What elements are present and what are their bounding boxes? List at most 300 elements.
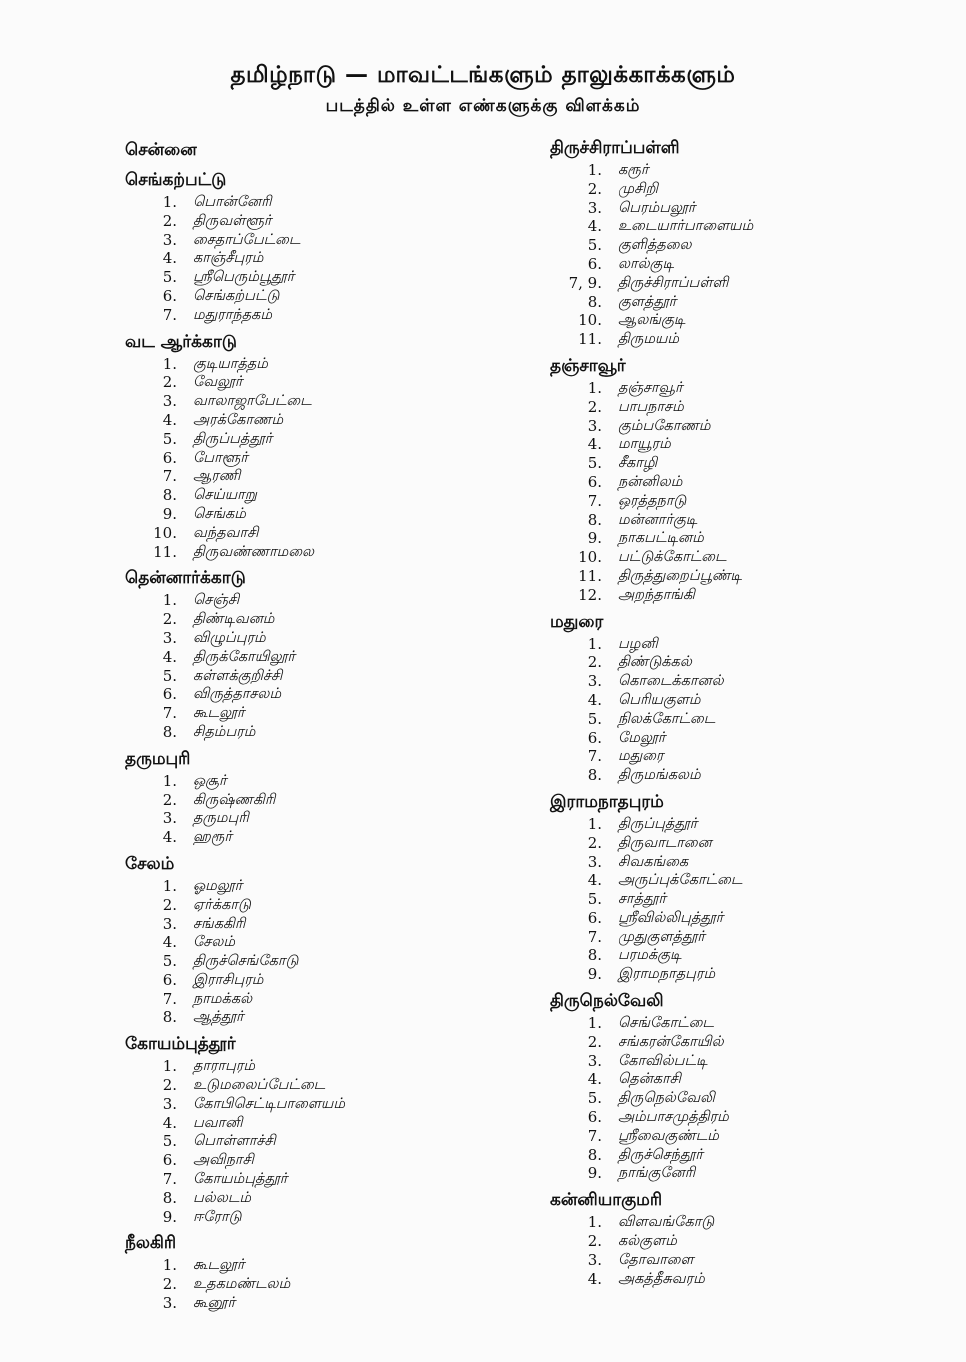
taluk-number: 4.: [162, 933, 177, 952]
taluk-name: மன்னார்குடி: [618, 511, 698, 528]
taluk-item: [125, 373, 525, 392]
taluk-item: [125, 449, 525, 468]
taluk-name: திண்டுக்கல்: [618, 654, 692, 671]
taluk-item: [125, 355, 525, 374]
taluk-name: சேலம்: [193, 934, 236, 951]
taluk-name: திருமயம்: [618, 331, 680, 348]
taluk-number: 6.: [162, 1151, 177, 1170]
taluk-name: தென்காசி: [618, 1071, 681, 1088]
taluk-name: சாத்தூர்: [618, 891, 666, 908]
taluk-number: 5.: [587, 1089, 602, 1108]
taluk-number: 9.: [162, 504, 177, 523]
taluk-item: [550, 691, 930, 710]
taluk-name: கூனூர்: [193, 1295, 236, 1312]
taluk-name: திருமங்கலம்: [618, 767, 701, 784]
taluk-name: ஒரத்தநாடு: [618, 492, 687, 509]
taluk-item: [550, 1232, 930, 1251]
taluk-item: [125, 990, 525, 1009]
taluk-number: 6.: [162, 970, 177, 989]
taluk-number: 5.: [162, 952, 177, 971]
taluk-item: [550, 1052, 930, 1071]
taluk-number: 11.: [578, 330, 602, 349]
taluk-name: ஏர்க்காடு: [193, 896, 251, 913]
taluk-number: 3.: [587, 852, 602, 871]
taluk-name: சிதம்பரம்: [193, 723, 256, 740]
taluk-name: அவிநாசி: [193, 1152, 254, 1169]
taluk-item: [550, 834, 930, 853]
taluk-number: 7, 9.: [568, 273, 602, 292]
taluk-number: 6.: [587, 728, 602, 747]
taluk-name: முதுகுளத்தூர்: [618, 928, 705, 945]
taluk-item: [125, 648, 525, 667]
taluk-number: 4.: [162, 249, 177, 268]
taluk-name: திருச்செங்கோடு: [193, 953, 299, 970]
taluk-number: 9.: [587, 965, 602, 984]
taluk-item: [550, 766, 930, 785]
taluk-name: காஞ்சீபுரம்: [193, 250, 264, 267]
taluk-item: [125, 933, 525, 952]
taluk-name: ஆரணி: [193, 468, 241, 485]
taluk-number: 4.: [162, 647, 177, 666]
taluk-number: 3.: [587, 1051, 602, 1070]
taluk-list: [125, 772, 525, 847]
taluk-name: நிலக்கோட்டை: [618, 710, 716, 727]
taluk-name: மேலூர்: [618, 729, 666, 746]
taluk-item: [125, 1170, 525, 1189]
taluk-name: அகத்தீசுவரம்: [618, 1270, 705, 1287]
taluk-number: 3.: [162, 809, 177, 828]
taluk-item: [125, 971, 525, 990]
taluk-item: [125, 268, 525, 287]
taluk-name: கோவில்பட்டி: [618, 1052, 708, 1069]
taluk-list: [125, 877, 525, 1027]
taluk-item: [125, 1114, 525, 1133]
district-heading: செங்கற்பட்டு: [125, 170, 227, 190]
taluk-item: [550, 586, 930, 605]
district-heading: வட ஆர்க்காடு: [125, 331, 237, 352]
taluk-name: கோபிசெட்டிபாளையம்: [193, 1095, 346, 1112]
taluk-number: 9.: [587, 529, 602, 548]
taluk-item: [550, 473, 930, 492]
taluk-item: [550, 293, 930, 312]
taluk-number: 1.: [162, 1256, 177, 1275]
taluk-item: [550, 729, 930, 748]
taluk-number: 2.: [162, 790, 177, 809]
taluk-number: 8.: [587, 766, 602, 785]
taluk-item: [125, 524, 525, 543]
taluk-name: ஆத்தூர்: [193, 1009, 244, 1026]
taluk-name: வந்தவாசி: [193, 524, 259, 541]
taluk-item: [125, 791, 525, 810]
taluk-item: [125, 249, 525, 268]
taluk-name: குடியாத்தம்: [193, 355, 268, 372]
taluk-item: [125, 772, 525, 791]
taluk-item: [550, 672, 930, 691]
taluk-number: 4.: [162, 410, 177, 429]
taluk-number: 1.: [162, 771, 177, 790]
taluk-item: [550, 909, 930, 928]
taluk-number: 4.: [162, 1113, 177, 1132]
taluk-number: 4.: [587, 871, 602, 890]
taluk-item: [125, 1208, 525, 1227]
taluk-item: [125, 1256, 525, 1275]
taluk-name: மதுராந்தகம்: [193, 306, 272, 323]
taluk-name: தாராபுரம்: [193, 1058, 256, 1075]
taluk-item: [550, 454, 930, 473]
taluk-name: திருத்துறைப்பூண்டி: [618, 567, 742, 584]
taluk-name: வாலாஜாபேட்டை: [193, 393, 312, 410]
taluk-item: [125, 287, 525, 306]
taluk-item: [550, 1014, 930, 1033]
taluk-name: கிருஷ்ணகிரி: [193, 791, 276, 808]
taluk-name: நன்னிலம்: [618, 473, 683, 490]
taluk-number: 1.: [587, 1213, 602, 1232]
taluk-item: [550, 815, 930, 834]
taluk-name: உடையார்பாளையம்: [618, 218, 754, 235]
taluk-number: 8.: [587, 946, 602, 965]
taluk-name: லால்குடி: [618, 255, 674, 272]
district-heading: நீலகிரி: [125, 1233, 177, 1254]
taluk-number: 3.: [587, 198, 602, 217]
taluk-number: 12.: [578, 585, 602, 604]
taluk-number: 7.: [162, 467, 177, 486]
taluk-item: [550, 946, 930, 965]
taluk-item: [125, 704, 525, 723]
taluk-name: நாங்குனேரி: [618, 1165, 696, 1182]
taluk-number: 2.: [587, 833, 602, 852]
taluk-number: 7.: [162, 1170, 177, 1189]
taluk-number: 2.: [587, 1032, 602, 1051]
taluk-number: 6.: [162, 286, 177, 305]
taluk-item: [125, 1008, 525, 1027]
taluk-name: உதகமண்டலம்: [193, 1276, 291, 1293]
taluk-number: 5.: [587, 454, 602, 473]
taluk-number: 7.: [587, 747, 602, 766]
district-heading: திருச்சிராப்பள்ளி: [550, 138, 680, 158]
taluk-number: 3.: [587, 672, 602, 691]
taluk-list: [125, 591, 525, 741]
taluk-name: உடுமலைப்பேட்டை: [193, 1077, 326, 1094]
taluk-number: 6.: [162, 685, 177, 704]
taluk-name: ஸ்ரீபெரும்பூதூர்: [193, 269, 295, 286]
taluk-name: பாபநாசம்: [618, 398, 684, 415]
taluk-name: செங்கற்பட்டு: [193, 287, 280, 304]
taluk-item: [125, 212, 525, 231]
taluk-item: [125, 392, 525, 411]
taluk-item: [125, 1294, 525, 1313]
taluk-list: [550, 1014, 930, 1183]
taluk-name: ஸ்ரீவில்லிபுத்தூர்: [618, 909, 724, 926]
taluk-name: பழனி: [618, 635, 658, 652]
taluk-item: [550, 255, 930, 274]
taluk-item: [125, 896, 525, 915]
taluk-name: சீகாழி: [618, 455, 658, 472]
taluk-number: 2.: [162, 1076, 177, 1095]
taluk-item: [550, 567, 930, 586]
taluk-item: [550, 161, 930, 180]
taluk-number: 10.: [578, 311, 602, 330]
taluk-name: ஈரோடு: [193, 1208, 242, 1225]
taluk-name: பவானி: [193, 1114, 243, 1131]
taluk-item: [550, 635, 930, 654]
taluk-number: 8.: [587, 1145, 602, 1164]
taluk-list: [550, 161, 930, 349]
taluk-name: அம்பாசமுத்திரம்: [618, 1109, 729, 1126]
taluk-number: 1.: [587, 814, 602, 833]
taluk-item: [550, 379, 930, 398]
taluk-item: [125, 1095, 525, 1114]
taluk-item: [550, 548, 930, 567]
taluk-item: [125, 543, 525, 562]
taluk-number: 2.: [162, 211, 177, 230]
taluk-item: [550, 529, 930, 548]
taluk-item: [550, 1127, 930, 1146]
taluk-name: கொடைக்கானல்: [618, 673, 724, 690]
taluk-name: வேலூர்: [193, 374, 243, 391]
left-column: [125, 133, 525, 1317]
taluk-name: செங்கம்: [193, 505, 246, 522]
taluk-name: திருவள்ளூர்: [193, 212, 272, 229]
taluk-item: [125, 505, 525, 524]
taluk-item: [550, 965, 930, 984]
taluk-item: [125, 1057, 525, 1076]
taluk-name: தஞ்சாவூர்: [618, 379, 683, 396]
taluk-item: [125, 1275, 525, 1294]
taluk-number: 1.: [587, 1014, 602, 1033]
taluk-item: [550, 217, 930, 236]
taluk-name: சைதாப்பேட்டை: [193, 231, 301, 248]
taluk-item: [550, 398, 930, 417]
taluk-name: திருப்பத்தூர்: [193, 430, 273, 447]
taluk-name: கள்ளக்குறிச்சி: [193, 667, 283, 684]
taluk-item: [550, 274, 930, 293]
district-heading: தஞ்சாவூர்: [550, 355, 626, 376]
taluk-name: தருமபுரி: [193, 810, 249, 827]
taluk-number: 6.: [587, 472, 602, 491]
taluk-number: 6.: [587, 254, 602, 273]
taluk-name: ஆலங்குடி: [618, 312, 686, 329]
taluk-item: [550, 871, 930, 890]
taluk-item: [550, 1070, 930, 1089]
taluk-name: மாயூரம்: [618, 436, 671, 453]
taluk-name: தோவாளை: [618, 1251, 694, 1268]
taluk-number: 4.: [587, 690, 602, 709]
taluk-item: [550, 330, 930, 349]
taluk-name: விளவங்கோடு: [618, 1214, 715, 1231]
taluk-name: இராசிபுரம்: [193, 971, 264, 988]
taluk-item: [550, 853, 930, 872]
taluk-number: 8.: [587, 292, 602, 311]
taluk-name: பொன்னேரி: [193, 194, 272, 210]
taluk-item: [125, 915, 525, 934]
right-column: [550, 131, 930, 1292]
taluk-number: 1.: [587, 161, 602, 179]
taluk-number: 3.: [162, 914, 177, 933]
taluk-number: 2.: [162, 373, 177, 392]
district-heading: கன்னியாகுமரி: [550, 1190, 663, 1211]
taluk-item: [550, 492, 930, 511]
taluk-item: [125, 685, 525, 704]
taluk-number: 7.: [162, 305, 177, 324]
taluk-item: [125, 467, 525, 486]
taluk-name: ஒசூர்: [193, 772, 227, 789]
taluk-name: அரக்கோணம்: [193, 411, 284, 428]
taluk-number: 4.: [587, 435, 602, 454]
taluk-list: [550, 379, 930, 605]
taluk-item: [125, 1132, 525, 1151]
taluk-number: 3.: [587, 1250, 602, 1269]
taluk-list: [125, 355, 525, 562]
district-heading: தருமபுரி: [125, 748, 191, 769]
taluk-name: செய்யாறு: [193, 487, 257, 504]
taluk-name: சிவகங்கை: [618, 853, 689, 870]
taluk-number: 2.: [162, 895, 177, 914]
taluk-name: திருச்சிராப்பள்ளி: [618, 274, 729, 291]
taluk-item: [550, 653, 930, 672]
taluk-item: [550, 311, 930, 330]
taluk-number: 6.: [587, 908, 602, 927]
taluk-item: [550, 417, 930, 436]
taluk-name: கூடலூர்: [193, 705, 245, 722]
taluk-number: 10.: [153, 523, 177, 542]
district-heading: மதுரை: [550, 611, 604, 632]
taluk-name: திருவண்ணாமலை: [193, 543, 315, 560]
taluk-number: 7.: [587, 491, 602, 510]
district-heading: சென்னை: [125, 140, 197, 160]
taluk-name: விருத்தாசலம்: [193, 686, 282, 703]
taluk-item: [550, 747, 930, 766]
taluk-item: [550, 435, 930, 454]
taluk-number: 1.: [162, 1057, 177, 1076]
taluk-number: 5.: [587, 709, 602, 728]
taluk-item: [125, 610, 525, 629]
taluk-item: [125, 231, 525, 250]
taluk-name: திருக்கோயிலூர்: [193, 648, 295, 665]
taluk-number: 2.: [587, 179, 602, 198]
taluk-number: 5.: [587, 890, 602, 909]
taluk-number: 5.: [162, 268, 177, 287]
taluk-number: 6.: [162, 448, 177, 467]
taluk-number: 3.: [162, 628, 177, 647]
taluk-name: இராமநாதபுரம்: [618, 966, 716, 983]
taluk-number: 3.: [587, 416, 602, 435]
taluk-number: 3.: [162, 1294, 177, 1313]
taluk-item: [125, 486, 525, 505]
taluk-number: 3.: [162, 1094, 177, 1113]
taluk-number: 2.: [162, 1275, 177, 1294]
taluk-name: பெரம்பலூர்: [618, 199, 696, 216]
taluk-item: [125, 193, 525, 212]
taluk-name: திருவாடானை: [618, 834, 712, 851]
taluk-number: 4.: [162, 828, 177, 847]
taluk-item: [125, 828, 525, 847]
taluk-number: 11.: [578, 566, 602, 585]
taluk-number: 8.: [162, 1008, 177, 1027]
taluk-number: 5.: [587, 236, 602, 255]
taluk-number: 3.: [162, 230, 177, 249]
taluk-name: சங்கரன்கோயில்: [618, 1033, 724, 1050]
taluk-name: கல்குளம்: [618, 1233, 677, 1250]
taluk-name: கரூர்: [618, 162, 649, 178]
taluk-name: திண்டிவனம்: [193, 611, 275, 628]
taluk-item: [125, 723, 525, 742]
taluk-number: 7.: [162, 989, 177, 1008]
taluk-number: 5.: [162, 1132, 177, 1151]
taluk-name: ஹரூர்: [193, 829, 232, 846]
taluk-name: சங்ககிரி: [193, 915, 246, 932]
taluk-name: திருப்புத்தூர்: [618, 815, 698, 832]
taluk-item: [550, 1033, 930, 1052]
taluk-list: [550, 1213, 930, 1288]
taluk-name: பட்டுக்கோட்டை: [618, 549, 727, 566]
district-heading: இராமநாதபுரம்: [550, 791, 664, 812]
taluk-item: [550, 1089, 930, 1108]
taluk-number: 1.: [162, 193, 177, 211]
taluk-item: [125, 667, 525, 686]
taluk-item: [125, 952, 525, 971]
taluk-name: திருநெல்வேலி: [618, 1090, 715, 1107]
taluk-number: 7.: [587, 927, 602, 946]
taluk-name: முசிறி: [618, 180, 658, 197]
taluk-item: [550, 1164, 930, 1183]
taluk-number: 2.: [162, 610, 177, 629]
taluk-item: [550, 236, 930, 255]
taluk-item: [550, 710, 930, 729]
taluk-item: [550, 1146, 930, 1165]
district-heading: தென்னார்க்காடு: [125, 568, 246, 589]
taluk-name: பெரியகுளம்: [618, 691, 701, 708]
taluk-item: [125, 1076, 525, 1095]
taluk-number: 9.: [162, 1207, 177, 1226]
taluk-list: [550, 635, 930, 785]
taluk-number: 4.: [587, 1269, 602, 1288]
taluk-name: குளத்தூர்: [618, 293, 677, 310]
taluk-name: செங்கோட்டை: [618, 1015, 714, 1032]
taluk-name: பரமக்குடி: [618, 947, 682, 964]
taluk-name: பல்லடம்: [193, 1189, 252, 1206]
taluk-number: 7.: [587, 1126, 602, 1145]
taluk-name: அருப்புக்கோட்டை: [618, 872, 743, 889]
taluk-item: [550, 1251, 930, 1270]
taluk-name: ஸ்ரீவைகுண்டம்: [618, 1127, 719, 1144]
taluk-name: மதுரை: [618, 748, 664, 765]
taluk-name: போளூர்: [193, 449, 248, 466]
taluk-item: [550, 1270, 930, 1289]
taluk-name: கோயம்புத்தூர்: [193, 1171, 288, 1188]
taluk-number: 7.: [162, 704, 177, 723]
taluk-name: திருச்செந்தூர்: [618, 1146, 703, 1163]
taluk-item: [125, 1189, 525, 1208]
taluk-item: [550, 199, 930, 218]
taluk-number: 9.: [587, 1164, 602, 1183]
taluk-number: 10.: [578, 548, 602, 567]
district-heading: கோயம்புத்தூர்: [125, 1034, 236, 1055]
taluk-item: [125, 306, 525, 325]
taluk-item: [550, 890, 930, 909]
taluk-number: 11.: [153, 542, 177, 561]
taluk-number: 1.: [162, 876, 177, 895]
taluk-number: 8.: [587, 510, 602, 529]
taluk-name: கும்பகோணம்: [618, 417, 711, 434]
taluk-item: [550, 1108, 930, 1127]
taluk-number: 1.: [162, 354, 177, 373]
taluk-number: 8.: [162, 722, 177, 741]
taluk-name: கூடலூர்: [193, 1257, 245, 1274]
taluk-number: 4.: [587, 217, 602, 236]
taluk-item: [125, 591, 525, 610]
taluk-name: நாகபட்டினம்: [618, 530, 704, 547]
taluk-number: 3.: [162, 392, 177, 411]
